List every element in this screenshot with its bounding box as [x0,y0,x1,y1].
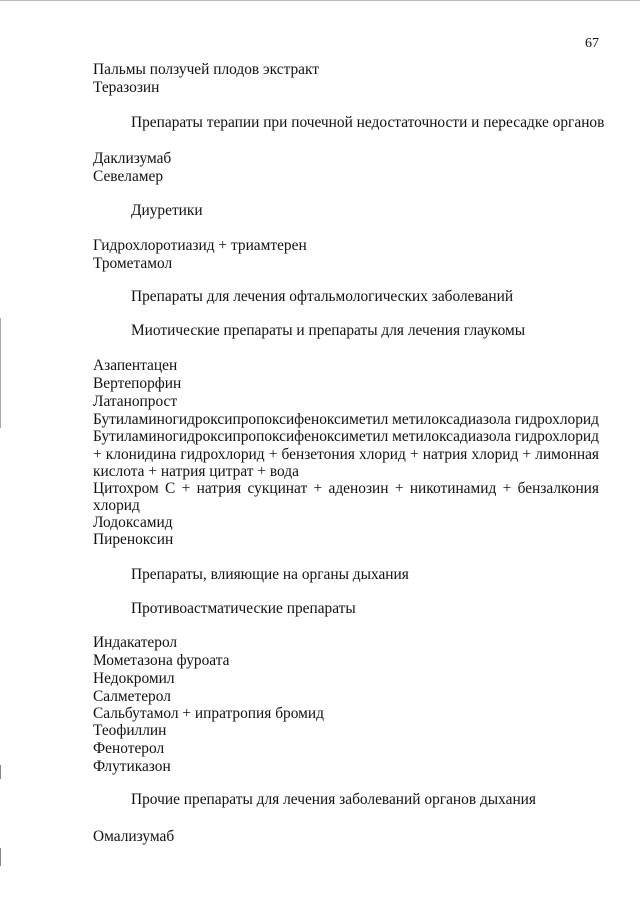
section-heading: Препараты терапии при почечной недостаточности и пересадке органов [131,114,605,131]
section-heading: Прочие препараты для лечения заболеваний органов дыхания [131,791,536,808]
drug-item: Теразозин [93,79,160,96]
section-heading: Препараты, влияющие на органы дыхания [131,566,409,583]
drug-item: Пальмы ползучей плодов экстракт [93,61,320,78]
subsection-heading: Миотические препараты и препараты для лечения глаукомы [131,322,526,339]
drug-item-wrapped: + клонидина гидрохлорид + бензетония хлорид + натрия хлорид + лимонная [93,446,599,463]
scan-artifact-top [0,0,640,1]
drug-item-wrapped: Бутиламиногидроксипропоксифеноксиметил метилоксадиазола гидрохлорид [93,428,599,445]
drug-item: Даклизумаб [93,150,172,167]
drug-item: Трометамол [93,255,173,272]
drug-item: Флутиказон [93,758,171,775]
drug-item: Салметерол [93,688,171,705]
drug-item: Бутиламиногидроксипропоксифеноксиметил метилоксадиазола гидрохлорид [93,411,599,428]
subsection-heading: Противоастматические препараты [131,600,356,617]
drug-item: Мометазона фуроата [93,652,230,669]
drug-item: Недокромил [93,670,175,687]
drug-item: Гидрохлоротиазид + триамтерен [93,237,307,254]
drug-item: Латанопрост [93,393,178,410]
drug-item-wrapped: Цитохром C + натрия сукцинат + аденозин + никотинамид + бензалкония [93,480,599,497]
drug-item: Лодоксамид [93,514,173,531]
section-heading: Препараты для лечения офтальмологических заболеваний [131,288,514,305]
drug-item: Азапентацен [93,357,178,374]
drug-item: Севеламер [93,168,164,185]
drug-item-wrapped: кислота + натрия цитрат + вода [93,463,299,480]
drug-item: Пиреноксин [93,531,174,548]
drug-item-wrapped: хлорид [93,497,140,514]
scan-artifact-left-3 [0,848,1,866]
drug-item: Сальбутамол + ипратропия бромид [93,705,324,722]
drug-item: Теофиллин [93,722,167,739]
drug-item: Омализумаб [93,828,175,845]
drug-item: Фенотерол [93,740,165,757]
drug-item: Индакатерол [93,634,178,651]
page-number: 67 [585,36,599,51]
section-heading: Диуретики [131,202,203,219]
scan-artifact-left-2 [0,765,1,779]
scan-artifact-left-1 [0,318,1,428]
drug-item: Вертепорфин [93,375,182,392]
